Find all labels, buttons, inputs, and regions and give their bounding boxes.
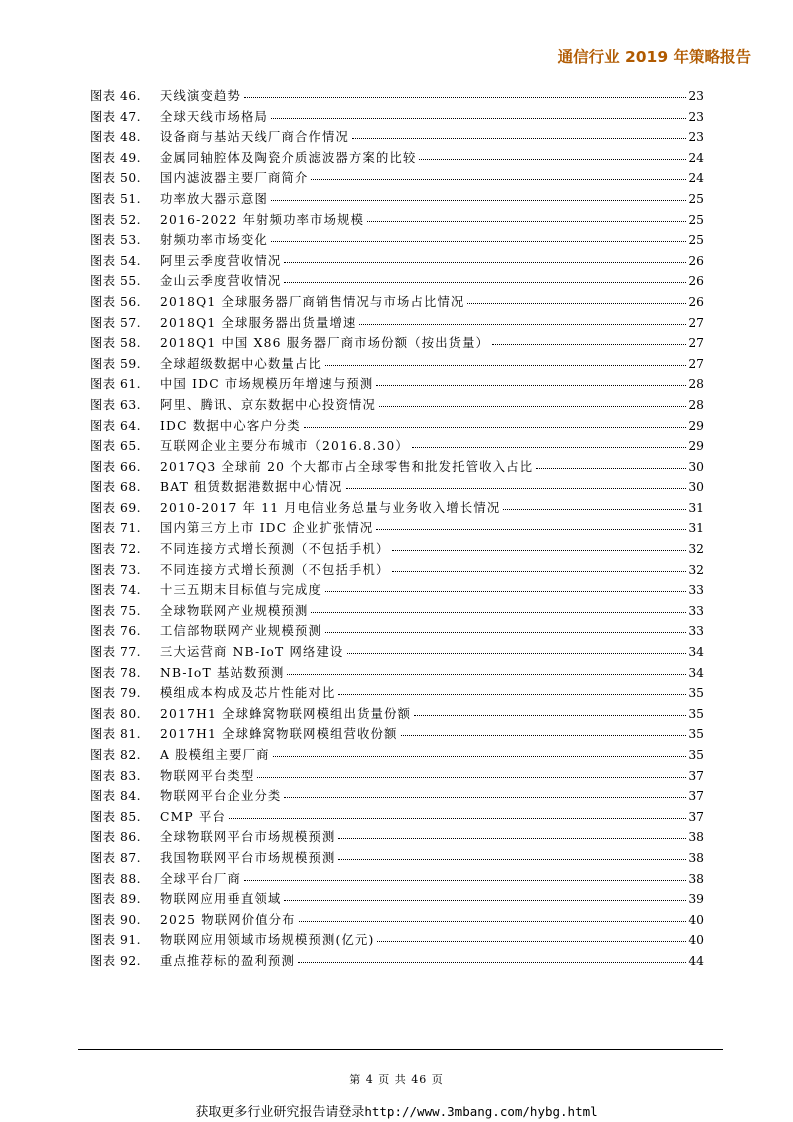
toc-entry-title: 全球天线市场格局 xyxy=(160,109,268,124)
toc-entry-number: 图表 75. xyxy=(90,603,142,618)
toc-dot-leader xyxy=(257,777,686,778)
toc-dot-leader xyxy=(347,653,687,654)
toc-entry[interactable] xyxy=(90,869,704,890)
toc-entry-page: 35 xyxy=(688,727,704,742)
toc-entry-number: 图表 71. xyxy=(90,521,142,536)
toc-entry-page: 24 xyxy=(688,171,704,186)
toc-entry[interactable] xyxy=(90,848,704,869)
toc-entry[interactable] xyxy=(90,539,704,560)
toc-entry-title: 设备商与基站天线厂商合作情况 xyxy=(160,130,349,145)
toc-entry[interactable] xyxy=(90,189,704,210)
toc-entry-page: 35 xyxy=(688,706,704,721)
toc-entry-title: 2017Q3 全球前 20 个大都市占全球零售和批发托管收入占比 xyxy=(160,459,534,474)
toc-entry-title: 三大运营商 NB-IoT 网络建设 xyxy=(160,645,344,660)
footer-divider xyxy=(78,1049,723,1050)
toc-entry-number: 图表 57. xyxy=(90,315,142,330)
toc-entry[interactable] xyxy=(90,477,704,498)
toc-entry-number: 图表 53. xyxy=(90,233,142,248)
toc-entry-number: 图表 56. xyxy=(90,294,142,309)
toc-dot-leader xyxy=(379,406,686,407)
toc-entry[interactable] xyxy=(90,168,704,189)
toc-entry-page: 31 xyxy=(688,521,704,536)
promo-link[interactable]: http://www.3mbang.com/hybg.html xyxy=(364,1104,598,1119)
toc-dot-leader xyxy=(284,797,686,798)
toc-entry-title: IDC 数据中心客户分类 xyxy=(160,418,301,433)
toc-entry-title: 阿里云季度营收情况 xyxy=(160,253,282,268)
toc-entry-page: 25 xyxy=(688,191,704,206)
toc-entry-number: 图表 74. xyxy=(90,583,142,598)
toc-entry-page: 23 xyxy=(688,109,704,124)
toc-entry[interactable] xyxy=(90,416,704,437)
toc-entry[interactable] xyxy=(90,271,704,292)
toc-entry-number: 图表 81. xyxy=(90,727,142,742)
toc-dot-leader xyxy=(467,303,686,304)
toc-entry-number: 图表 59. xyxy=(90,356,142,371)
toc-entry-title: BAT 租赁数据港数据中心情况 xyxy=(160,480,343,495)
toc-entry[interactable] xyxy=(90,704,704,725)
toc-entry-page: 35 xyxy=(688,686,704,701)
toc-dot-leader xyxy=(287,674,686,675)
toc-entry-title: 重点推荐标的盈利预测 xyxy=(160,953,295,968)
toc-entry-number: 图表 86. xyxy=(90,830,142,845)
toc-entry-number: 图表 69. xyxy=(90,500,142,515)
toc-entry[interactable] xyxy=(90,560,704,581)
toc-entry-title: 2018Q1 中国 X86 服务器厂商市场份额（按出货量） xyxy=(160,336,490,351)
promo-line xyxy=(0,1101,793,1120)
toc-entry-number: 图表 76. xyxy=(90,624,142,639)
toc-entry-page: 27 xyxy=(688,315,704,330)
toc-dot-leader xyxy=(412,447,687,448)
toc-entry-number: 图表 78. xyxy=(90,665,142,680)
page-number: 第 4 页 共 46 页 xyxy=(349,1073,444,1086)
toc-dot-leader xyxy=(284,282,686,283)
toc-entry-number: 图表 49. xyxy=(90,150,142,165)
toc-entry-title: A 股模组主要厂商 xyxy=(160,748,270,762)
toc-dot-leader xyxy=(304,427,687,428)
toc-entry[interactable] xyxy=(90,683,704,704)
toc-entry-page: 33 xyxy=(688,603,704,618)
toc-dot-leader xyxy=(346,488,687,489)
toc-entry-page: 38 xyxy=(688,871,704,886)
toc-entry-page: 37 xyxy=(688,809,704,824)
toc-entry-page: 32 xyxy=(688,562,704,577)
toc-entry-title: 模组成本构成及芯片性能对比 xyxy=(160,686,336,701)
toc-entry-number: 图表 65. xyxy=(90,439,142,454)
toc-dot-leader xyxy=(244,880,686,881)
toc-entry-number: 图表 89. xyxy=(90,892,142,907)
toc-entry[interactable] xyxy=(90,436,704,457)
toc-dot-leader xyxy=(284,262,686,263)
toc-dot-leader xyxy=(271,118,686,119)
toc-entry[interactable] xyxy=(90,807,704,828)
toc-entry-page: 30 xyxy=(688,480,704,495)
toc-entry-page: 26 xyxy=(688,294,704,309)
toc-entry-title: 2018Q1 全球服务器出货量增速 xyxy=(160,315,357,330)
figure-list xyxy=(90,86,704,972)
toc-entry-number: 图表 50. xyxy=(90,171,142,186)
toc-dot-leader xyxy=(536,468,686,469)
toc-entry-number: 图表 61. xyxy=(90,377,142,392)
toc-entry-page: 25 xyxy=(688,233,704,248)
toc-entry[interactable] xyxy=(90,745,704,766)
toc-entry[interactable] xyxy=(90,663,704,684)
toc-entry-title: 国内滤波器主要厂商简介 xyxy=(160,171,309,186)
toc-dot-leader xyxy=(325,591,686,592)
toc-entry[interactable] xyxy=(90,333,704,354)
toc-entry-page: 28 xyxy=(688,397,704,412)
toc-entry-page: 38 xyxy=(688,850,704,865)
promo-text: 获取更多行业研究报告请登录 xyxy=(195,1105,365,1120)
toc-entry-title: 互联网企业主要分布城市（2016.8.30） xyxy=(160,439,409,454)
toc-entry[interactable] xyxy=(90,786,704,807)
toc-dot-leader xyxy=(392,571,686,572)
toc-entry-number: 图表 54. xyxy=(90,253,142,268)
toc-entry[interactable] xyxy=(90,230,704,251)
toc-entry-page: 34 xyxy=(688,645,704,660)
toc-dot-leader xyxy=(311,612,686,613)
toc-entry-title: NB-IoT 基站数预测 xyxy=(160,665,285,680)
toc-dot-leader xyxy=(325,365,686,366)
toc-entry-title: 射频功率市场变化 xyxy=(160,233,268,248)
toc-entry-page: 38 xyxy=(688,830,704,845)
toc-entry-title: 2010-2017 年 11 月电信业务总量与业务收入增长情况 xyxy=(160,500,501,515)
toc-entry-page: 39 xyxy=(688,892,704,907)
toc-entry-number: 图表 58. xyxy=(90,336,142,351)
toc-entry[interactable] xyxy=(90,621,704,642)
toc-entry-title: 工信部物联网产业规模预测 xyxy=(160,624,322,639)
toc-dot-leader xyxy=(401,735,687,736)
toc-entry-page: 30 xyxy=(688,459,704,474)
toc-entry-page: 23 xyxy=(688,130,704,145)
toc-entry-title: 我国物联网平台市场规模预测 xyxy=(160,850,336,865)
toc-entry-page: 27 xyxy=(688,336,704,351)
toc-entry[interactable] xyxy=(90,910,704,931)
toc-entry[interactable] xyxy=(90,642,704,663)
toc-entry-number: 图表 91. xyxy=(90,933,142,948)
toc-dot-leader xyxy=(352,138,686,139)
toc-dot-leader xyxy=(229,818,686,819)
toc-entry[interactable] xyxy=(90,580,704,601)
toc-dot-leader xyxy=(359,324,686,325)
toc-entry-title: 2018Q1 全球服务器厂商销售情况与市场占比情况 xyxy=(160,294,465,309)
toc-entry[interactable] xyxy=(90,86,704,107)
toc-entry-number: 图表 85. xyxy=(90,809,142,824)
toc-entry-title: 金属同轴腔体及陶瓷介质滤波器方案的比较 xyxy=(160,150,417,165)
toc-entry-title: 不同连接方式增长预测（不包括手机） xyxy=(160,542,390,557)
toc-entry-number: 图表 77. xyxy=(90,645,142,660)
toc-entry-page: 24 xyxy=(688,150,704,165)
toc-dot-leader xyxy=(376,385,686,386)
toc-entry-page: 32 xyxy=(688,542,704,557)
toc-entry-number: 图表 66. xyxy=(90,459,142,474)
toc-entry-number: 图表 46. xyxy=(90,89,142,103)
toc-entry-number: 图表 73. xyxy=(90,562,142,577)
toc-entry-number: 图表 90. xyxy=(90,912,142,927)
toc-entry-title: 2025 物联网价值分布 xyxy=(160,912,296,927)
toc-entry-title: 阿里、腾讯、京东数据中心投资情况 xyxy=(160,397,376,412)
toc-entry-number: 图表 87. xyxy=(90,850,142,865)
toc-entry[interactable] xyxy=(90,354,704,375)
toc-dot-leader xyxy=(325,632,686,633)
toc-entry-title: 国内第三方上市 IDC 企业扩张情况 xyxy=(160,521,374,536)
toc-entry-page: 25 xyxy=(688,212,704,227)
toc-entry-number: 图表 72. xyxy=(90,542,142,557)
toc-entry-number: 图表 84. xyxy=(90,789,142,804)
toc-entry-number: 图表 51. xyxy=(90,191,142,206)
toc-entry-title: 全球物联网平台市场规模预测 xyxy=(160,830,336,845)
toc-entry[interactable] xyxy=(90,930,704,951)
toc-entry-page: 40 xyxy=(688,933,704,948)
toc-entry-page: 33 xyxy=(688,624,704,639)
toc-entry-title: 天线演变趋势 xyxy=(160,89,241,103)
toc-entry[interactable] xyxy=(90,374,704,395)
toc-dot-leader xyxy=(284,900,686,901)
toc-dot-leader xyxy=(503,509,686,510)
toc-entry-title: 物联网平台类型 xyxy=(160,768,255,783)
toc-entry-page: 44 xyxy=(688,953,704,968)
toc-dot-leader xyxy=(271,200,686,201)
toc-dot-leader xyxy=(367,221,686,222)
toc-entry[interactable] xyxy=(90,251,704,272)
toc-entry[interactable] xyxy=(90,827,704,848)
toc-entry-title: 中国 IDC 市场规模历年增速与预测 xyxy=(160,377,374,392)
toc-entry-title: 十三五期末目标值与完成度 xyxy=(160,583,322,598)
toc-dot-leader xyxy=(311,179,686,180)
toc-entry-page: 23 xyxy=(688,89,704,103)
toc-entry-page: 27 xyxy=(688,356,704,371)
toc-entry-title: 2017H1 全球蜂窝物联网模组出货量份额 xyxy=(160,706,412,721)
toc-dot-leader xyxy=(338,694,686,695)
toc-entry-page: 29 xyxy=(688,418,704,433)
toc-entry[interactable] xyxy=(90,498,704,519)
toc-entry-page: 26 xyxy=(688,253,704,268)
toc-entry-number: 图表 82. xyxy=(90,748,142,762)
toc-entry-page: 40 xyxy=(688,912,704,927)
toc-entry-title: 物联网应用垂直领域 xyxy=(160,892,282,907)
toc-entry[interactable] xyxy=(90,601,704,622)
toc-entry-page: 33 xyxy=(688,583,704,598)
toc-entry[interactable] xyxy=(90,313,704,334)
toc-entry[interactable] xyxy=(90,457,704,478)
toc-dot-leader xyxy=(298,962,686,963)
toc-entry-number: 图表 64. xyxy=(90,418,142,433)
toc-entry-title: 物联网应用领域市场规模预测(亿元) xyxy=(160,933,375,948)
toc-entry-page: 35 xyxy=(688,748,704,762)
toc-entry[interactable] xyxy=(90,395,704,416)
toc-entry-number: 图表 63. xyxy=(90,397,142,412)
toc-entry-title: 金山云季度营收情况 xyxy=(160,274,282,289)
toc-entry-number: 图表 92. xyxy=(90,953,142,968)
toc-entry-number: 图表 79. xyxy=(90,686,142,701)
toc-entry[interactable] xyxy=(90,766,704,787)
toc-entry[interactable] xyxy=(90,292,704,313)
toc-entry[interactable] xyxy=(90,148,704,169)
toc-entry-page: 37 xyxy=(688,768,704,783)
toc-entry-title: 2016-2022 年射频功率市场规模 xyxy=(160,212,365,227)
toc-entry[interactable] xyxy=(90,127,704,148)
toc-dot-leader xyxy=(299,921,687,922)
toc-entry[interactable] xyxy=(90,210,704,231)
toc-dot-leader xyxy=(414,715,686,716)
toc-dot-leader xyxy=(271,241,686,242)
toc-entry-number: 图表 48. xyxy=(90,130,142,145)
toc-entry-title: 功率放大器示意图 xyxy=(160,191,268,206)
toc-entry-number: 图表 47. xyxy=(90,109,142,124)
toc-entry-title: 不同连接方式增长预测（不包括手机） xyxy=(160,562,390,577)
toc-entry[interactable] xyxy=(90,724,704,745)
toc-dot-leader xyxy=(244,97,686,98)
toc-entry-title: 全球平台厂商 xyxy=(160,871,241,886)
toc-entry-title: 全球超级数据中心数量占比 xyxy=(160,356,322,371)
toc-entry-number: 图表 52. xyxy=(90,212,142,227)
toc-dot-leader xyxy=(273,756,687,757)
toc-entry-title: CMP 平台 xyxy=(160,809,226,824)
toc-dot-leader xyxy=(419,159,686,160)
toc-entry-title: 全球物联网产业规模预测 xyxy=(160,603,309,618)
toc-entry-page: 37 xyxy=(688,789,704,804)
toc-dot-leader xyxy=(338,838,686,839)
toc-entry-page: 34 xyxy=(688,665,704,680)
toc-entry[interactable] xyxy=(90,951,704,972)
toc-entry[interactable] xyxy=(90,889,704,910)
toc-entry-title: 物联网平台企业分类 xyxy=(160,789,282,804)
toc-dot-leader xyxy=(492,344,686,345)
toc-entry-number: 图表 80. xyxy=(90,706,142,721)
toc-dot-leader xyxy=(376,529,686,530)
toc-entry-page: 26 xyxy=(688,274,704,289)
toc-entry[interactable] xyxy=(90,107,704,128)
toc-dot-leader xyxy=(377,941,686,942)
report-title: 通信行业 2019 年策略报告 xyxy=(557,48,751,66)
toc-entry-title: 2017H1 全球蜂窝物联网模组营收份额 xyxy=(160,727,398,742)
toc-entry-number: 图表 55. xyxy=(90,274,142,289)
toc-dot-leader xyxy=(392,550,686,551)
toc-entry-page: 31 xyxy=(688,500,704,515)
toc-entry-page: 28 xyxy=(688,377,704,392)
toc-entry-number: 图表 88. xyxy=(90,871,142,886)
toc-entry-page: 29 xyxy=(688,439,704,454)
toc-entry-number: 图表 68. xyxy=(90,480,142,495)
toc-entry[interactable] xyxy=(90,518,704,539)
toc-entry-number: 图表 83. xyxy=(90,768,142,783)
toc-dot-leader xyxy=(338,859,686,860)
